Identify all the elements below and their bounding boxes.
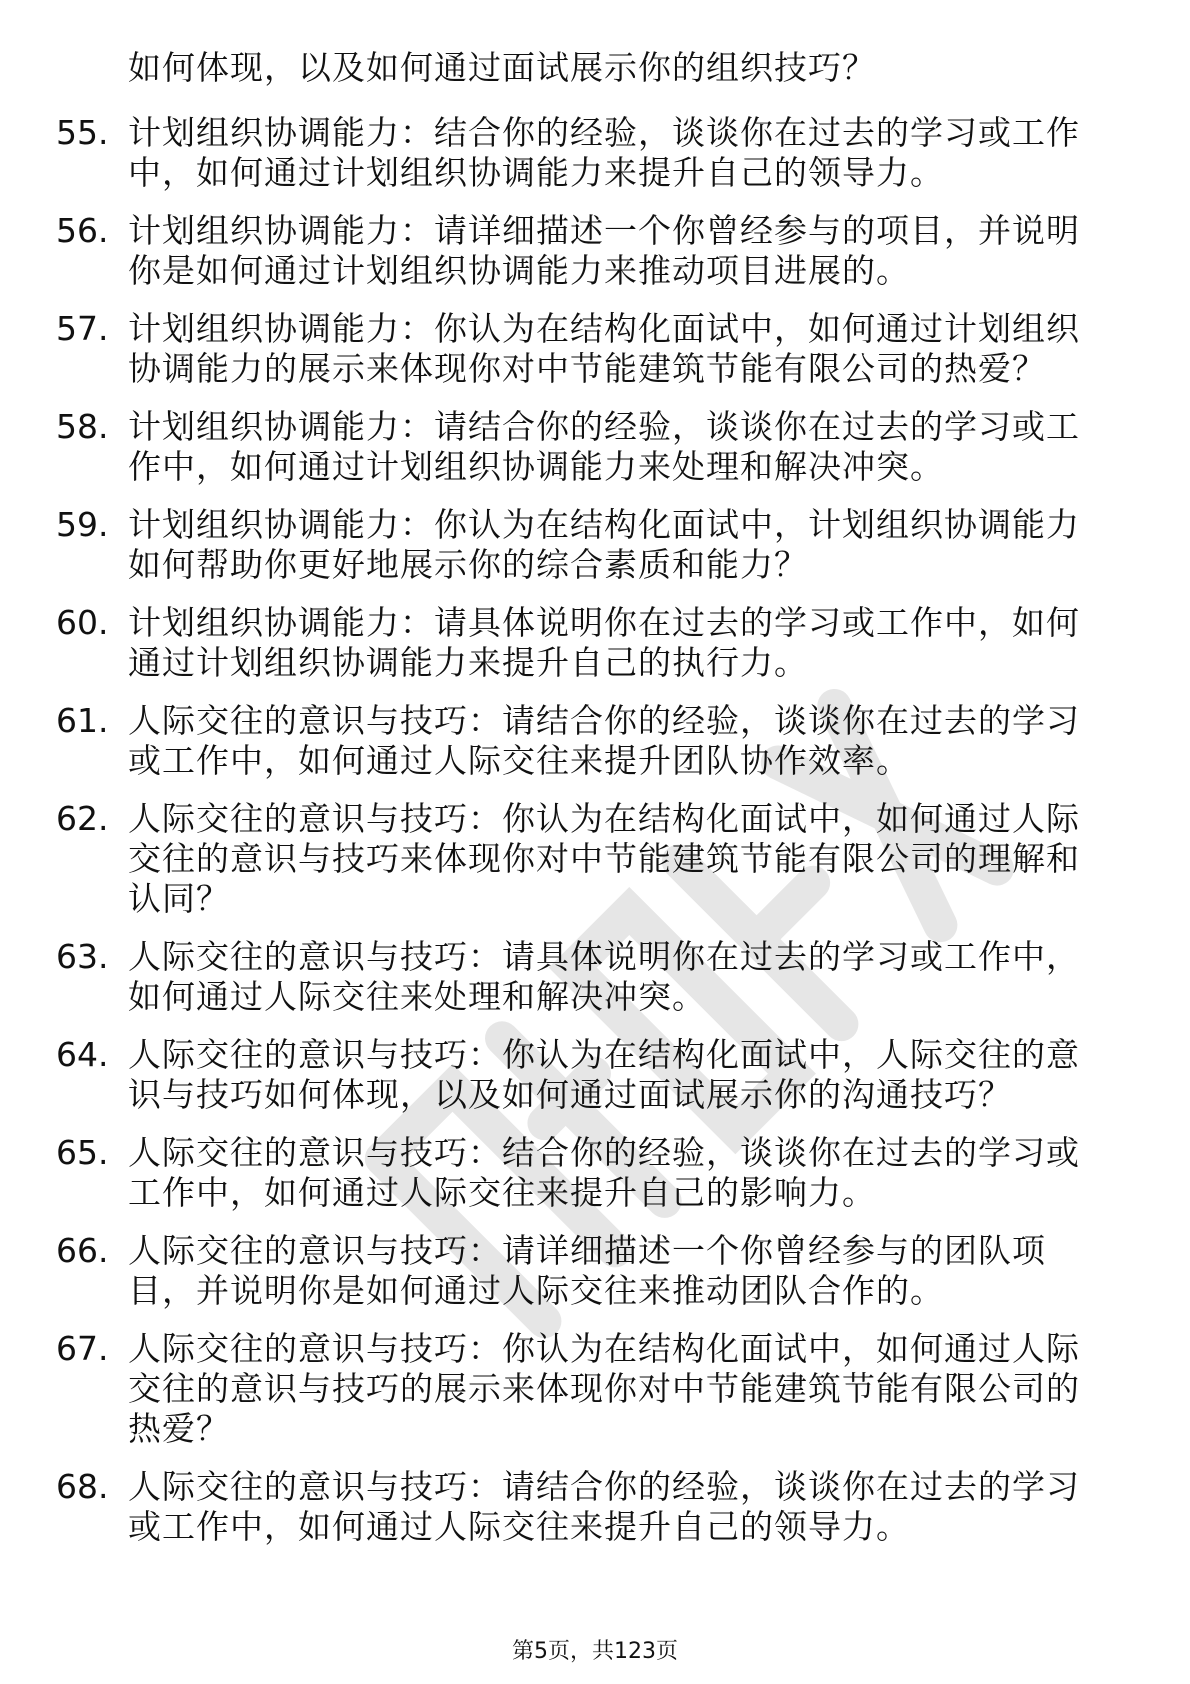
question-number: 57. [56,309,109,348]
list-item [0,1329,1190,1449]
list-item [0,1035,1190,1115]
list-item [0,113,1190,193]
question-number: 59. [56,505,109,544]
page-footer: 第5页，共123页 [512,1639,678,1664]
question-number: 61. [56,701,109,740]
list-item [0,309,1190,389]
question-text-line: 计划组织协调能力：结合你的经验，谈谈你在过去的学习或工作 [128,113,1080,152]
question-text-line: 人际交往的意识与技巧：请详细描述一个你曾经参与的团队项 [128,1231,1046,1270]
question-number: 55. [56,113,109,152]
question-number: 66. [56,1231,109,1270]
question-text [128,1231,1108,1311]
question-text-line: 人际交往的意识与技巧：请具体说明你在过去的学习或工作中， [128,937,1080,976]
question-number: 63. [56,937,109,976]
question-text-line: 识与技巧如何体现，以及如何通过面试展示你的沟通技巧？ [128,1075,1012,1114]
question-text [128,1133,1108,1213]
question-list [0,113,1190,1565]
question-text [128,211,1108,291]
question-text [128,701,1108,781]
question-text-line: 计划组织协调能力：请详细描述一个你曾经参与的项目，并说明 [128,211,1080,250]
question-text-line: 协调能力的展示来体现你对中节能建筑节能有限公司的热爱？ [128,349,1046,388]
list-item [0,799,1190,919]
question-text-line: 计划组织协调能力：请具体说明你在过去的学习或工作中，如何 [128,603,1080,642]
list-item [0,1231,1190,1311]
question-number: 58. [56,407,109,446]
list-item [0,1467,1190,1547]
question-number: 65. [56,1133,109,1172]
question-text [128,1329,1108,1449]
list-item [0,1133,1190,1213]
question-text [128,309,1108,389]
question-text-line: 交往的意识与技巧来体现你对中节能建筑节能有限公司的理解和 [128,839,1080,878]
question-text [128,937,1108,1017]
question-text-line: 人际交往的意识与技巧：你认为在结构化面试中，人际交往的意 [128,1035,1080,1074]
list-item [0,505,1190,585]
question-text-line: 认同？ [128,879,230,918]
question-text [128,799,1108,919]
question-text-line: 人际交往的意识与技巧：你认为在结构化面试中，如何通过人际 [128,799,1080,838]
question-text [128,113,1108,193]
list-item [0,211,1190,291]
question-number: 68. [56,1467,109,1506]
question-number: 62. [56,799,109,838]
question-text-line: 工作中，如何通过人际交往来提升自己的影响力。 [128,1173,876,1212]
question-text-line: 通过计划组织协调能力来提升自己的执行力。 [128,643,808,682]
question-text-line: 人际交往的意识与技巧：结合你的经验，谈谈你在过去的学习或 [128,1133,1080,1172]
question-text-line: 作中，如何通过计划组织协调能力来处理和解决冲突。 [128,447,944,486]
list-item [0,701,1190,781]
question-text [128,407,1108,487]
question-text-line: 如何帮助你更好地展示你的综合素质和能力？ [128,545,808,584]
question-number: 56. [56,211,109,250]
question-text-line: 人际交往的意识与技巧：你认为在结构化面试中，如何通过人际 [128,1329,1080,1368]
list-item [0,937,1190,1017]
question-text-line: 你是如何通过计划组织协调能力来推动项目进展的。 [128,251,910,290]
question-number: 67. [56,1329,109,1368]
question-text-line: 如何通过人际交往来处理和解决冲突。 [128,977,706,1016]
question-text-line: 人际交往的意识与技巧：请结合你的经验，谈谈你在过去的学习 [128,701,1080,740]
question-text-line: 或工作中，如何通过人际交往来提升自己的领导力。 [128,1507,910,1546]
list-item [0,603,1190,683]
question-text-line: 人际交往的意识与技巧：请结合你的经验，谈谈你在过去的学习 [128,1467,1080,1506]
question-text [128,603,1108,683]
question-text-line: 计划组织协调能力：你认为在结构化面试中，计划组织协调能力 [128,505,1080,544]
question-text [128,1035,1108,1115]
question-text-line: 计划组织协调能力：你认为在结构化面试中，如何通过计划组织 [128,309,1080,348]
question-text [128,1467,1108,1547]
question-number: 60. [56,603,109,642]
question-text-line: 目，并说明你是如何通过人际交往来推动团队合作的。 [128,1271,944,1310]
question-text [128,505,1108,585]
question-text-line: 或工作中，如何通过人际交往来提升团队协作效率。 [128,741,910,780]
continuation-text: 如何体现，以及如何通过面试展示你的组织技巧？ [128,48,876,87]
question-text-line: 交往的意识与技巧的展示来体现你对中节能建筑节能有限公司的 [128,1369,1080,1408]
question-text-line: 热爱？ [128,1409,230,1448]
question-number: 64. [56,1035,109,1074]
list-item [0,407,1190,487]
question-text-line: 计划组织协调能力：请结合你的经验，谈谈你在过去的学习或工 [128,407,1080,446]
question-text-line: 中，如何通过计划组织协调能力来提升自己的领导力。 [128,153,944,192]
